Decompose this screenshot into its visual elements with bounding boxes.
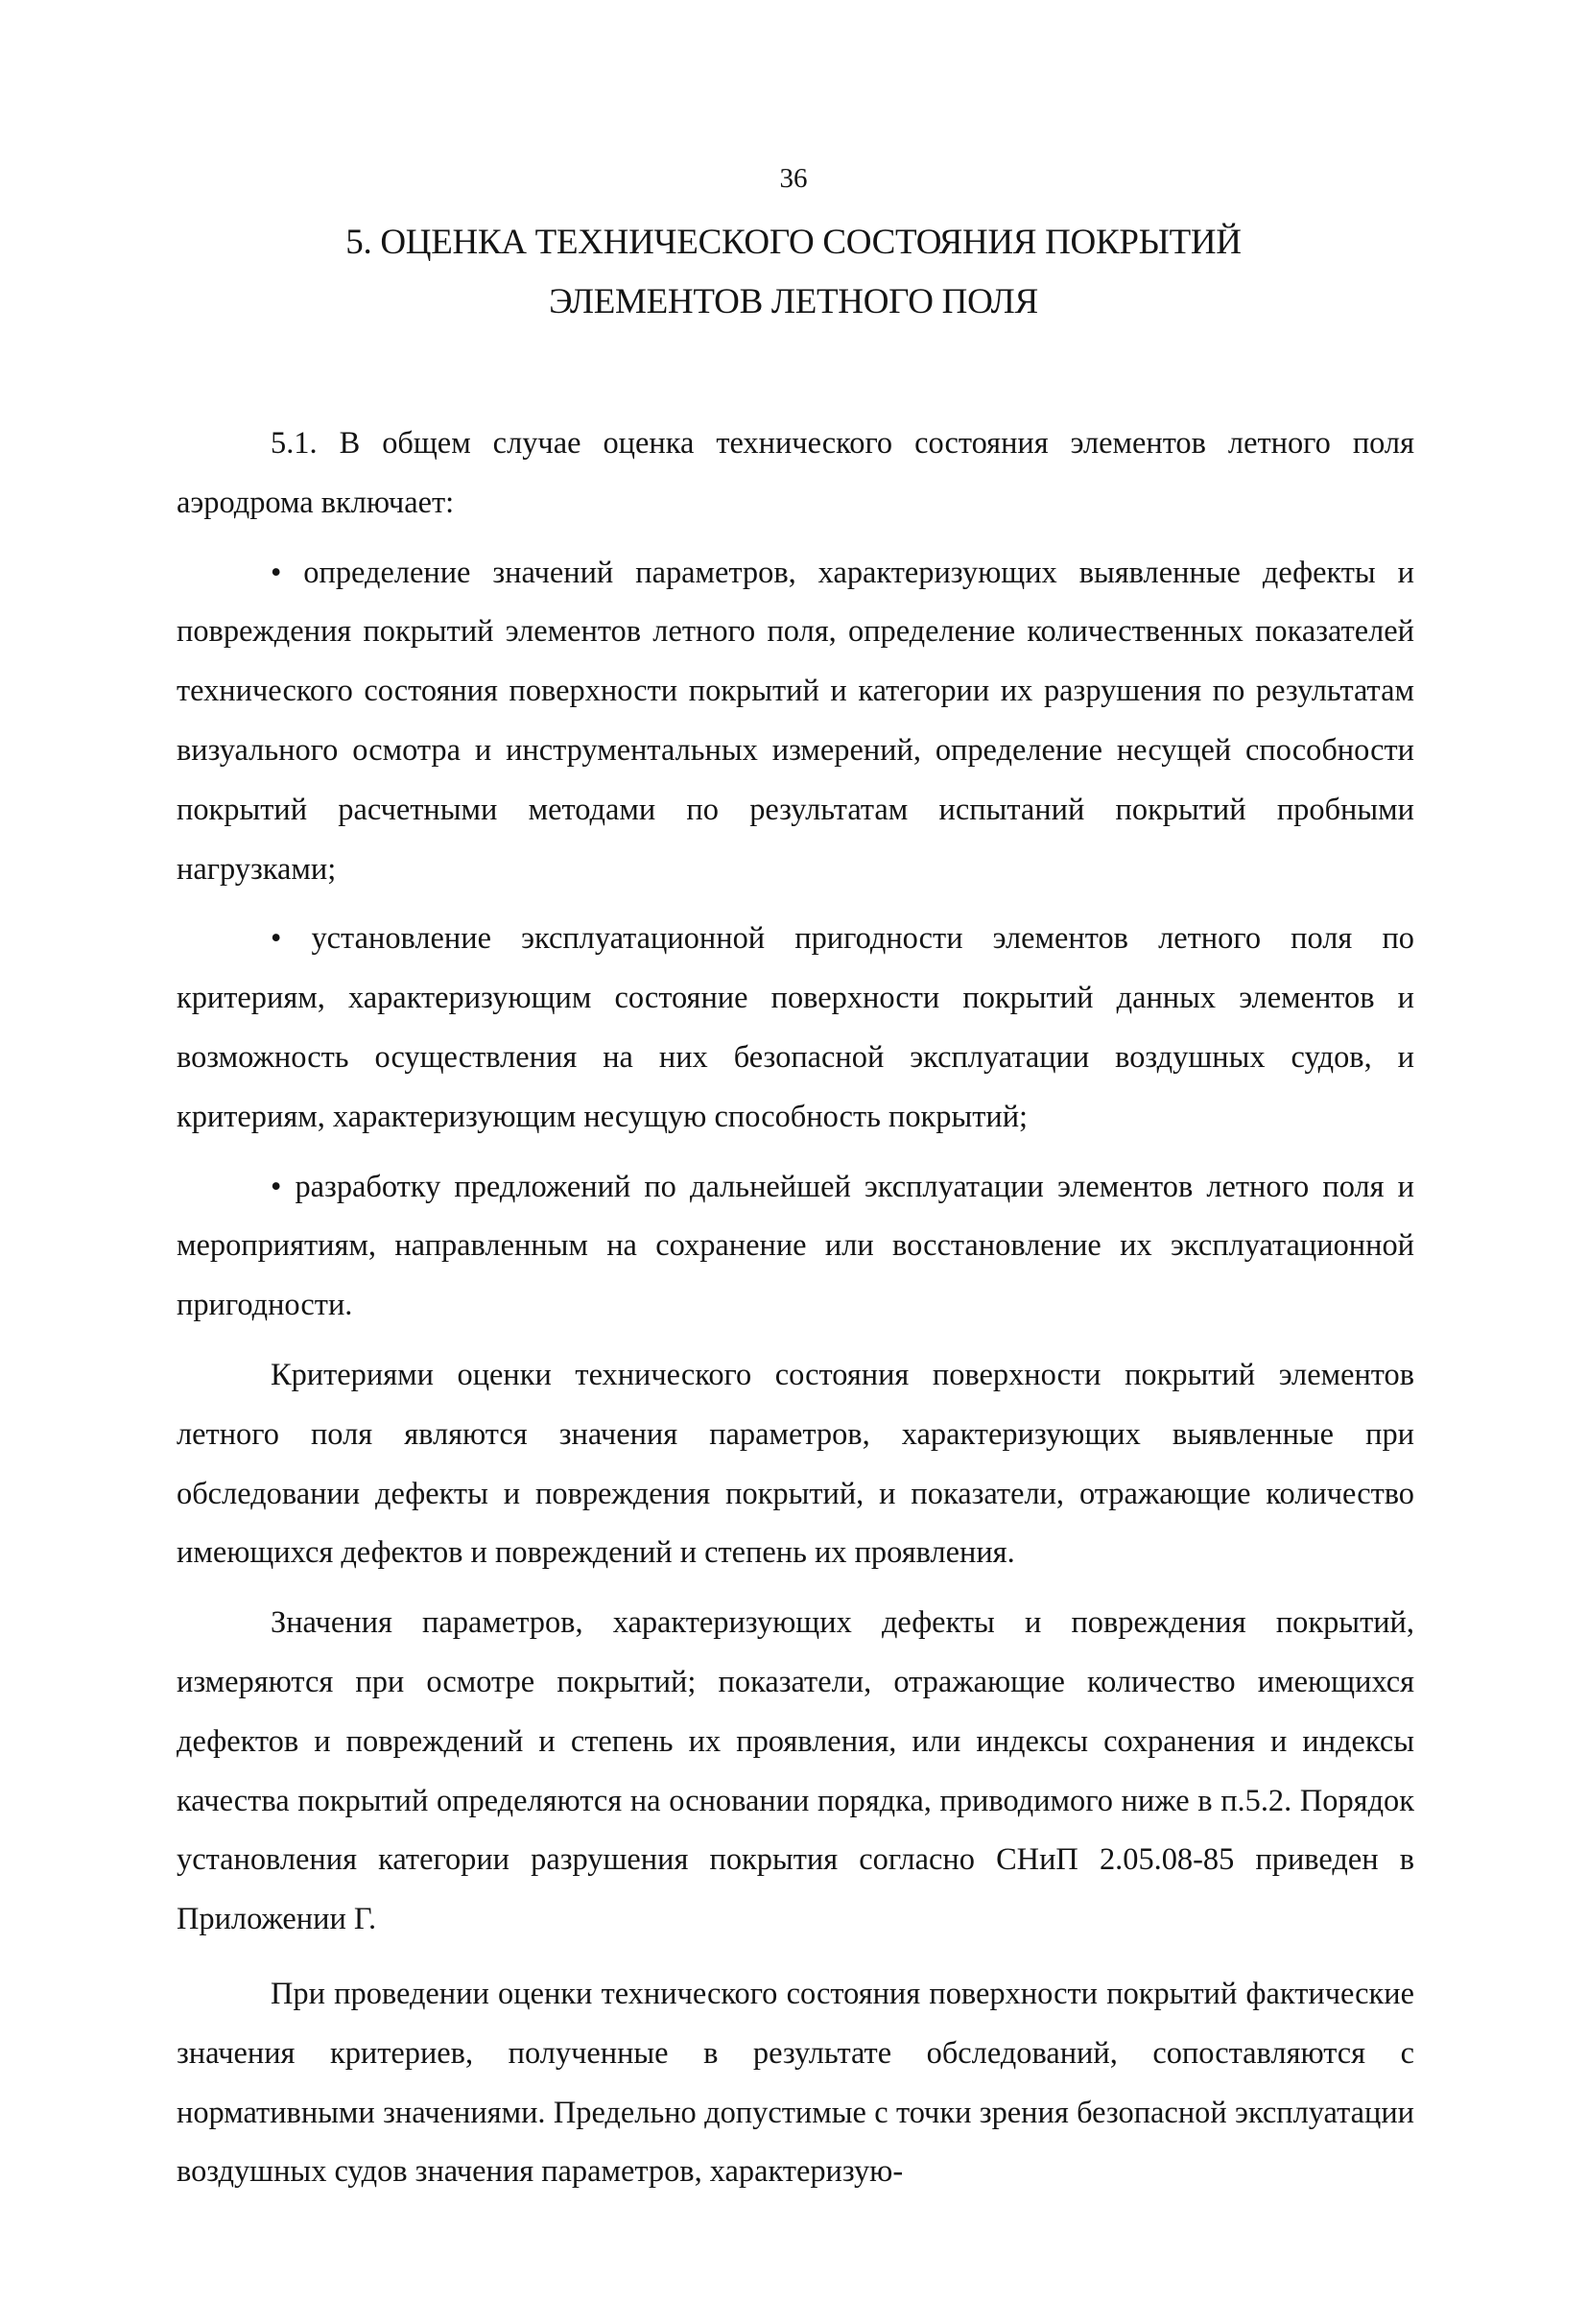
paragraph-5-1: 5.1. В общем случае оценка технического состояния элементов летного поля аэродрома включает: bbox=[177, 426, 1414, 520]
bullet-item-2: • установление эксплуатационной пригодности элементов летного поля по критериям, характеризующим состояние поверхности покрытий данных элементов и возможность осуществления на них безопасной эксплуатации воздушных судов, и критериям, характеризующим несущую способность покрытий; bbox=[177, 921, 1414, 1134]
section-title-line-2: ЭЛЕМЕНТОВ ЛЕТНОГО ПОЛЯ bbox=[549, 282, 1038, 321]
section-title-line-1: 5. ОЦЕНКА ТЕХНИЧЕСКОГО СОСТОЯНИЯ ПОКРЫТИЙ bbox=[345, 223, 1242, 262]
section-title bbox=[134, 213, 1453, 332]
paragraph-assessment: При проведении оценки технического состояния поверхности покрытий фактические значения критериев, полученные в результате обследований, сопоставляются с нормативными значениями. Предельно допустимые с точки зрения безопасной эксплуатации воздушных судов значения параметров, характеризую- bbox=[177, 1976, 1414, 2190]
bullet-item-1: • определение значений параметров, характеризующих выявленные дефекты и повреждения покрытий элементов летного поля, определение количественных показателей технического состояния поверхности покрытий и категории их разрушения по результатам визуального осмотра и инструментальных измерений, определение несущей способности покрытий расчетными методами по результатам испытаний покрытий пробными нагрузками; bbox=[177, 555, 1414, 887]
page-number: 36 bbox=[779, 163, 808, 194]
body-text bbox=[177, 415, 1414, 2202]
paragraph-criteria: Критериями оценки технического состояния поверхности покрытий элементов летного поля являются значения параметров, характеризующих выявленные при обследовании дефекты и повреждения покрытий, и показатели, отражающие количество имеющихся дефектов и повреждений и степень их проявления. bbox=[177, 1357, 1414, 1571]
bullet-item-3: • разработку предложений по дальнейшей эксплуатации элементов летного поля и мероприятиям, направленным на сохранение или восстановление их эксплуатационной пригодности. bbox=[177, 1169, 1414, 1323]
paragraph-parameter-values: Значения параметров, характеризующих дефекты и повреждения покрытий, измеряются при осмотре покрытий; показатели, отражающие количество имеющихся дефектов и повреждений и степень их проявления, или индексы сохранения и индексы качества покрытий определяются на основании порядка, приводимого ниже в п.5.2. Порядок установления категории разрушения покрытия согласно СНиП 2.05.08-85 приведен в Приложении Г. bbox=[177, 1605, 1414, 1937]
